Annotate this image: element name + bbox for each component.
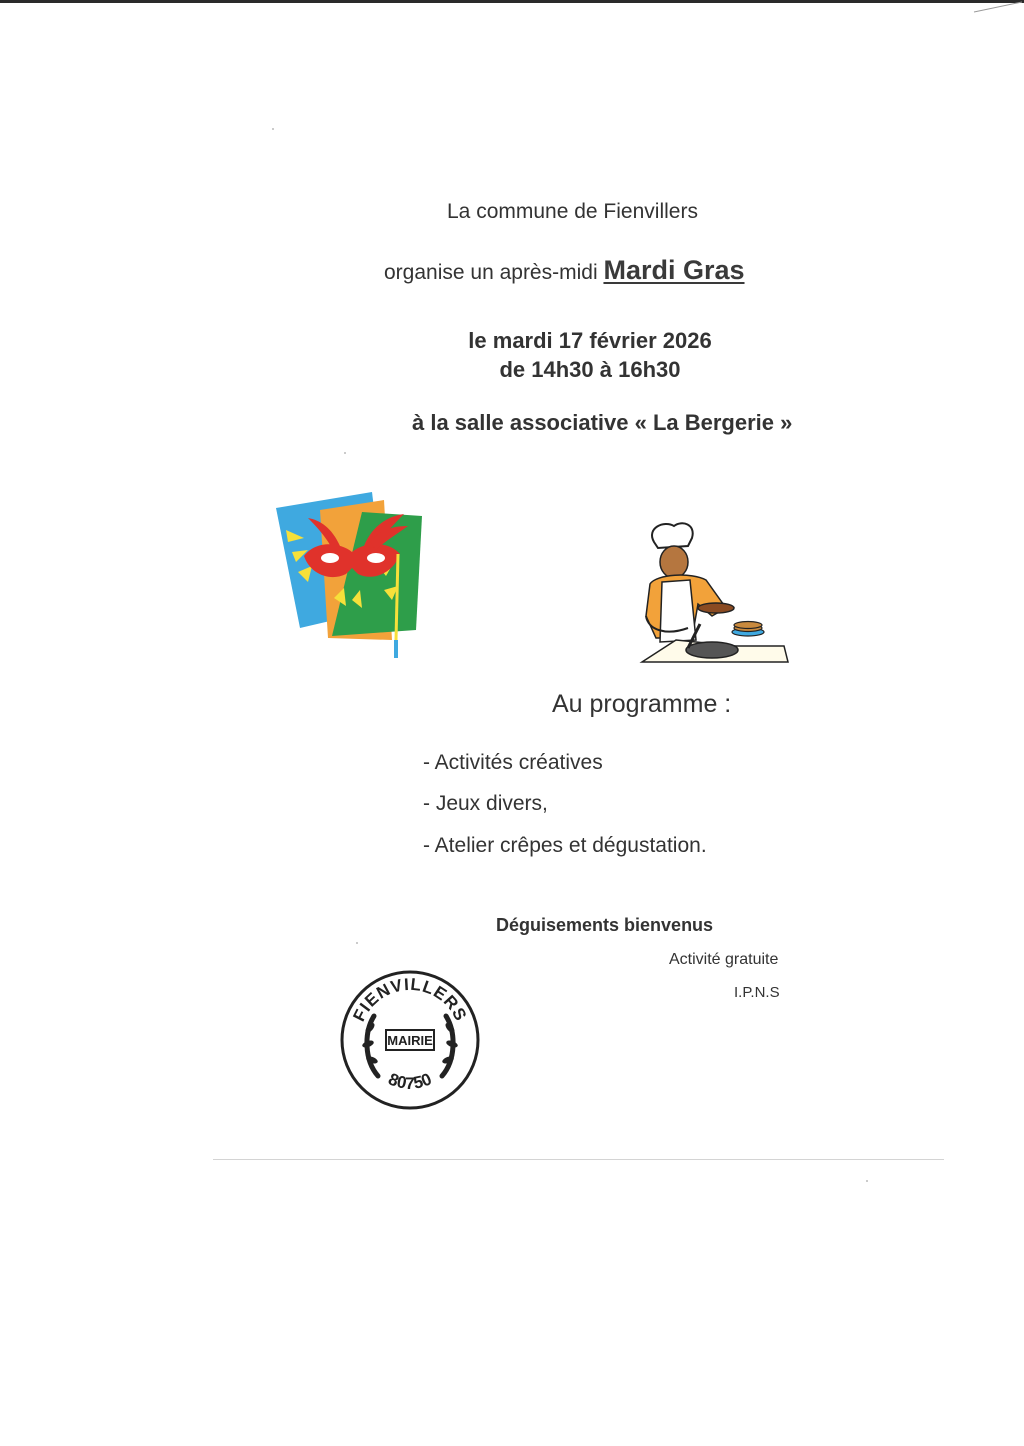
event-date: le mardi 17 février 2026	[468, 328, 712, 353]
costume-note: Déguisements bienvenus	[496, 915, 714, 935]
svg-text:FIENVILLERS	[349, 975, 470, 1025]
program-title: Au programme :	[552, 690, 732, 718]
carnival-mask-icon	[274, 490, 424, 665]
scan-speck	[344, 452, 346, 454]
event-time: de 14h30 à 16h30	[499, 357, 681, 382]
ipns-mention: I.P.N.S	[734, 984, 780, 1001]
bottom-divider	[213, 1159, 944, 1160]
scan-corner-mark	[964, 0, 1024, 14]
scan-speck	[866, 1180, 868, 1182]
scan-top-edge	[0, 0, 1024, 3]
program-item: - Activités créatives	[423, 751, 603, 774]
stamp-top-text: FIENVILLERS	[349, 974, 471, 1025]
date-block	[440, 326, 740, 384]
scan-speck	[356, 942, 358, 944]
chef-cooking-crepes-icon	[636, 520, 796, 665]
stamp-bottom-text: 80750	[385, 1069, 435, 1093]
event-venue: à la salle associative « La Bergerie »	[412, 410, 793, 435]
program-item: - Jeux divers,	[423, 792, 548, 815]
free-activity-note: Activité gratuite	[669, 951, 779, 968]
event-title: Mardi Gras	[603, 255, 745, 285]
program-item: - Atelier crêpes et dégustation.	[423, 834, 707, 857]
mairie-stamp	[338, 968, 482, 1112]
stamp-center-text: MAIRIE	[387, 1033, 433, 1048]
organizer-line: La commune de Fienvillers	[447, 200, 698, 223]
event-line	[384, 255, 745, 286]
scan-speck	[272, 128, 274, 130]
event-prefix: organise un après-midi	[384, 261, 604, 284]
svg-text:80750	[386, 1069, 435, 1092]
